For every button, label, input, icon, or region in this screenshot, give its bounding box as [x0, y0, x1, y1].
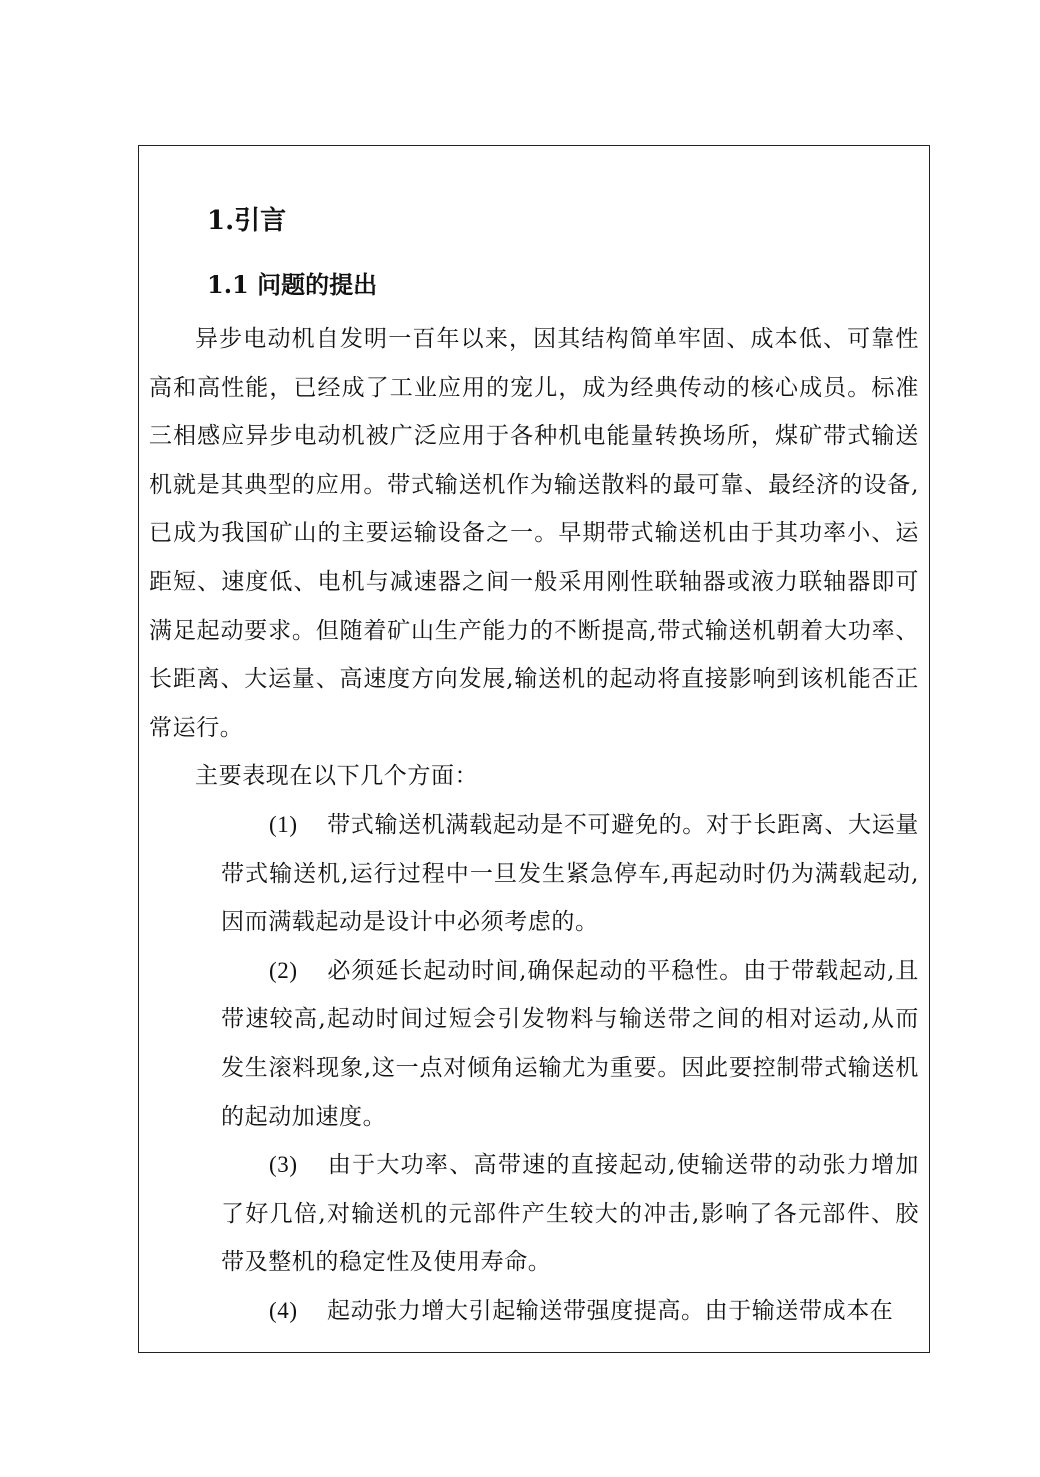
list-item-number: (1): [269, 811, 298, 837]
list-item-text: 由于大功率、高带速的直接起动,使输送带的动张力增加了好几倍,对输送机的元部件产生较大的冲击,影响了各元部件、胶带及整机的稳定性及使用寿命。: [221, 1152, 919, 1276]
list-item: [221, 947, 919, 1141]
list-item: [221, 801, 919, 947]
section-heading: 1.引言: [207, 206, 287, 236]
list-item-number: (3): [269, 1152, 298, 1178]
page-frame: [138, 145, 930, 1353]
subsection-heading: 1.1 问题的提出: [207, 270, 378, 299]
document-body: [149, 208, 919, 1335]
list-item: [221, 1287, 919, 1336]
numbered-list: [149, 801, 919, 1336]
list-item-text: 带式输送机满载起动是不可避免的。对于长距离、大运量带式输送机,运行过程中一旦发生紧急停车,再起动时仍为满载起动,因而满载起动是设计中必须考虑的。: [221, 811, 919, 936]
list-item: [221, 1141, 919, 1287]
list-item-text: 必须延长起动时间,确保起动的平稳性。由于带载起动,且带速较高,起动时间过短会引发物料与输送带之间的相对运动,从而发生滚料现象,这一点对倾角运输尤为重要。因此要控制带式输送机的起动加速度。: [221, 957, 919, 1130]
list-intro-paragraph: 主要表现在以下几个方面：: [195, 763, 479, 790]
list-item-text: 起动张力增大引起输送带强度提高。由于输送带成本在: [327, 1297, 894, 1324]
intro-paragraph: 异步电动机自发明一百年以来，因其结构简单牢固、成本低、可靠性高和高性能，已经成了工业应用的宠儿，成为经典传动的核心成员。标准三相感应异步电动机被广泛应用于各种机电能量转换场所，煤矿带式输送机就是其典型的应用。带式输送机作为输送散料的最可靠、最经济的设备,已成为我国矿山的主要运输设备之一。早期带式输送机由于其功率小、运距短、速度低、电机与减速器之间一般采用刚性联轴器或液力联轴器即可满足起动要求。但随着矿山生产能力的不断提高,带式输送机朝着大功率、长距离、大运量、高速度方向发展,输送机的起动将直接影响到该机能否正常运行。: [149, 326, 919, 741]
list-item-number: (4): [269, 1297, 298, 1323]
list-item-number: (2): [269, 957, 298, 983]
